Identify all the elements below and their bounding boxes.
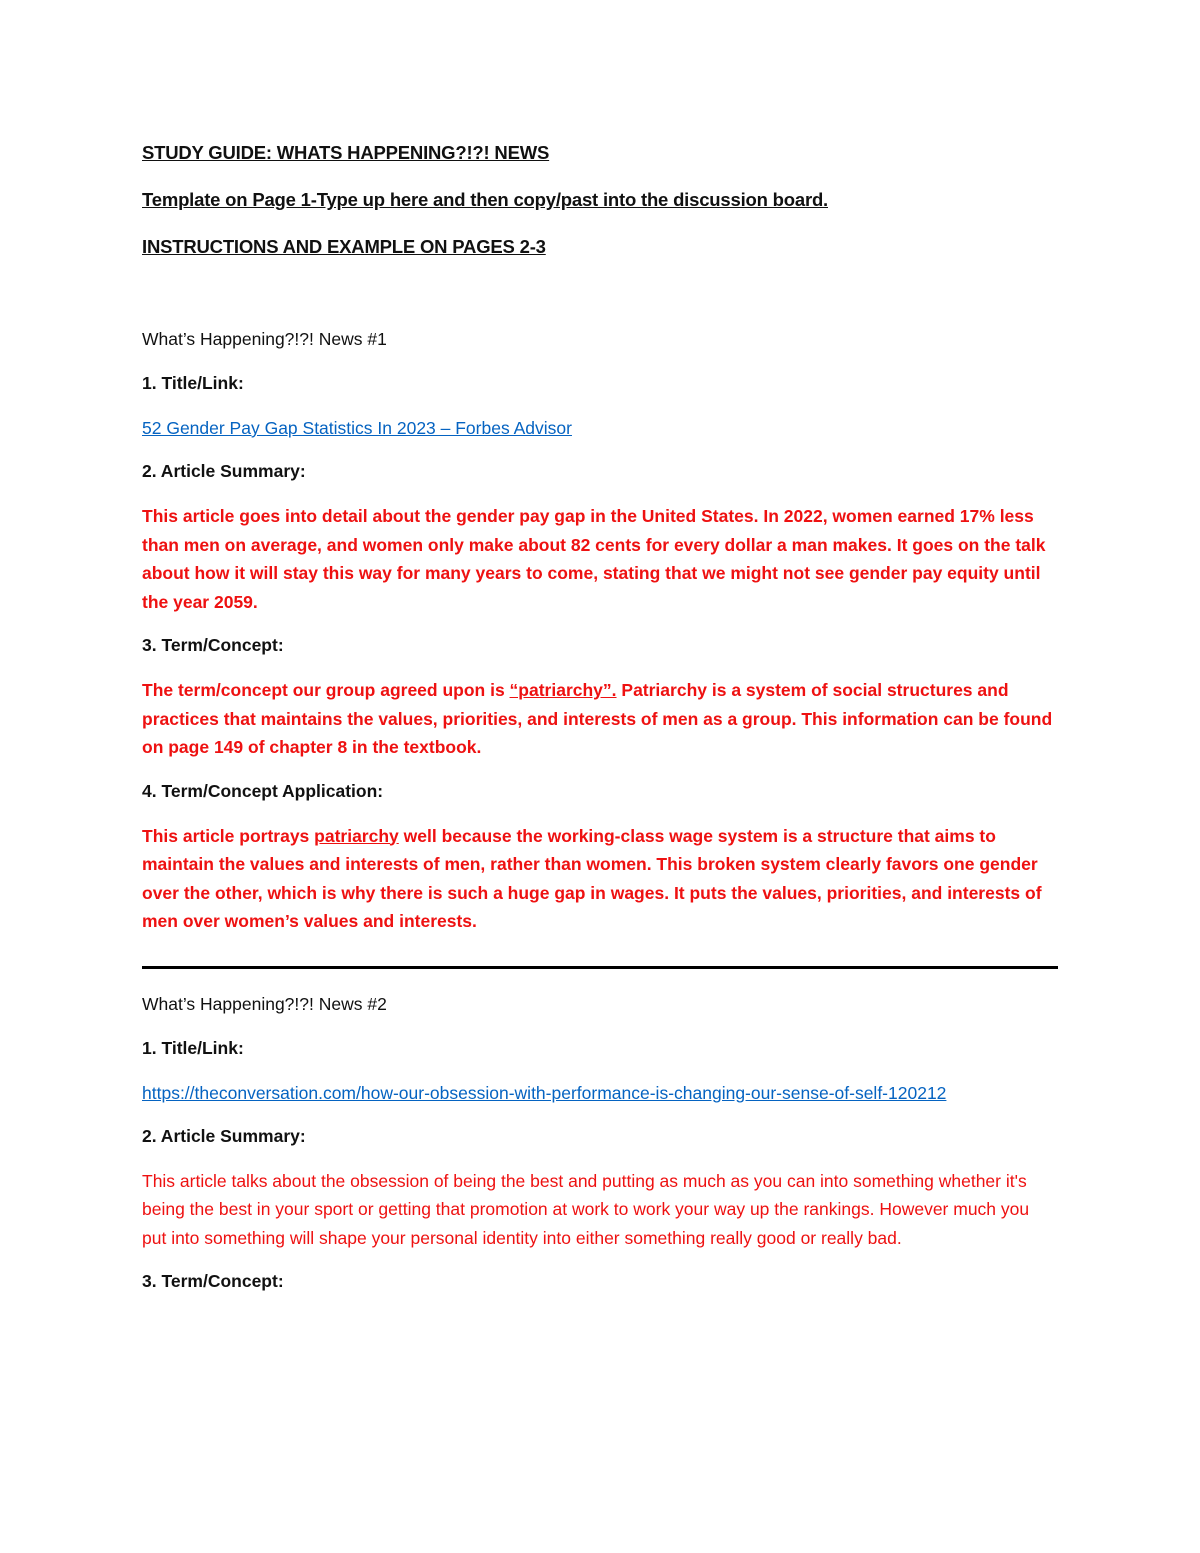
- application-intro: This article portrays: [142, 825, 315, 846]
- news-2-article-link[interactable]: https://theconversation.com/how-our-obsession-with-performance-is-changing-our-sense-of-self-120212: [142, 1082, 947, 1103]
- news-2-summary-text: This article talks about the obsession of being the best and putting as much as you can into something whether it's being the best in your sport or getting that promotion at work to work your way up the rankings. However much you put into something will shape your personal identity into either something really good or really bad.: [142, 1170, 1030, 1248]
- news-1-title-label: 1. Title/Link:: [142, 373, 244, 393]
- application-body: well because the working-class wage system is a structure that aims to maintain the values and interests of men, rather than women. This broken system clearly favors one gender over the other, which is why there is such a huge gap in wages. It puts the values, priorities, and interests of men over women’s values and interests.: [142, 825, 1042, 931]
- news-2-heading: What’s Happening?!?! News #2: [142, 993, 387, 1014]
- term-intro: The term/concept our group agreed upon is: [142, 680, 510, 700]
- news-section-1: [142, 326, 1058, 936]
- study-guide-title: STUDY GUIDE: WHATS HAPPENING?!?! NEWS: [142, 142, 550, 163]
- news-2-summary-label: 2. Article Summary:: [142, 1125, 306, 1146]
- term-definition: Patriarchy is a system of social structures and practices that maintains the values, priorities, and interests of men as a group. This information can be found on page 149 of chapter 8 in the textbook.: [142, 680, 1053, 757]
- document-page: [142, 140, 1058, 1312]
- instructions-note: INSTRUCTIONS AND EXAMPLE ON PAGES 2-3: [142, 236, 546, 257]
- news-section-2: [142, 991, 1058, 1295]
- news-2-term-label: 3. Term/Concept:: [142, 1271, 284, 1291]
- application-term-patriarchy: patriarchy: [314, 825, 399, 846]
- news-1-summary-label: 2. Article Summary:: [142, 461, 306, 481]
- term-patriarchy: “patriarchy”.: [509, 680, 617, 700]
- news-1-term-text: [142, 676, 1058, 762]
- news-1-application-label: 4. Term/Concept Application:: [142, 780, 384, 801]
- news-1-article-link[interactable]: 52 Gender Pay Gap Statistics In 2023 – Forbes Advisor: [142, 418, 572, 438]
- news-1-application-text: [142, 822, 1058, 936]
- template-note: Template on Page 1-Type up here and then copy/past into the discussion board.: [142, 189, 828, 210]
- news-1-heading: What’s Happening?!?! News #1: [142, 329, 387, 349]
- news-1-term-label: 3. Term/Concept:: [142, 635, 284, 655]
- news-2-title-label: 1. Title/Link:: [142, 1037, 244, 1058]
- section-divider: [142, 966, 1058, 969]
- news-1-summary-text: This article goes into detail about the gender pay gap in the United States. In 2022, women earned 17% less than men on average, and women only make about 82 cents for every dollar a man makes. It goes on the talk about how it will stay this way for many years to come, stating that we might not see gender pay equity until the year 2059.: [142, 506, 1046, 612]
